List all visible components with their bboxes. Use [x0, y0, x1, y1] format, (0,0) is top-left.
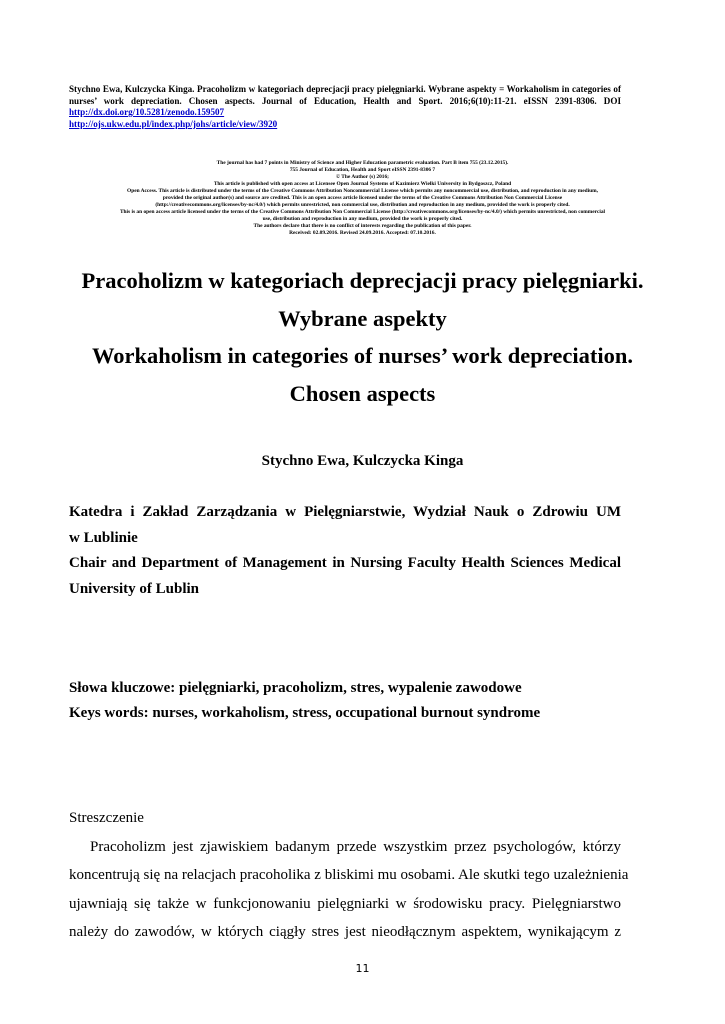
- abstract-line: ujawniają się także w funkcjonowaniu pielęgniarki w środowisku pracy. Pielęgniarstwo: [69, 895, 621, 912]
- keywords-en: Keys words: nurses, workaholism, stress, occupational burnout syndrome: [69, 704, 541, 721]
- affiliation-en-line2: University of Lublin: [69, 580, 200, 597]
- title-en-line1: Workaholism in categories of nurses’ work depreciation.: [91, 343, 633, 369]
- title-pl-line1: Pracoholizm w kategoriach deprecjacji pracy pielęgniarki.: [81, 268, 644, 293]
- citation-text: Stychno Ewa, Kulczycka Kinga. Pracoholizm w kategoriach deprecjacji pracy pielęgniarki. Wybrane aspekty = Workaholism in categories of nurses’ work depreciation. Chosen aspects. Journal of Education, Health and Sport. 2016;6(10):11-21. eISSN 2391-8306. DOI: [69, 84, 621, 106]
- journal-notice: [66, 160, 659, 237]
- notice-line: The journal has had 7 points in Ministry of Science and Higher Education parametric evaluation. Part B item 755 (23.12.2015).: [216, 160, 509, 166]
- notice-line: This article is published with open access at Licensee Open Journal Systems of Kazimierz Wielki University in Bydgoszcz, Poland: [213, 181, 512, 187]
- notice-line: Open Access. This article is distributed under the terms of the Creative Commons Attribution Noncommercial License which permits any noncommercial use, distribution, and reproduction in any medium,: [127, 188, 598, 194]
- keywords-block: [69, 676, 629, 725]
- affiliation: [69, 500, 621, 602]
- notice-line: (http://creativecommons.org/licenses/by-nc/4.0/) which permits unrestricted, non commercial use, distribution and reproduction in any medium, provided the work is properly cited.: [155, 202, 570, 208]
- notice-line: © The Author (s) 2016;: [336, 174, 389, 180]
- page-number: 11: [355, 962, 370, 975]
- notice-line: This is an open access article licensed under the terms of the Creative Commons Attribution Non Commercial License (http://creativecommons.org/licenses/by-nc/4.0/) which permits unrestricted, non commercial: [119, 209, 606, 215]
- notice-line: Received: 02.09.2016. Revised 24.09.2016. Accepted: 07.10.2016.: [289, 230, 436, 236]
- title-en-line2: Chosen aspects: [289, 380, 436, 406]
- doi-link[interactable]: http://dx.doi.org/10.5281/zenodo.159507: [69, 107, 225, 118]
- keywords-pl: Słowa kluczowe: pielęgniarki, pracoholizm, stres, wypalenie zawodowe: [69, 680, 522, 696]
- authors: Stychno Ewa, Kulczycka Kinga: [261, 453, 464, 469]
- affiliation-pl-line2: w Lublinie: [69, 529, 138, 546]
- affiliation-pl-line1: Katedra i Zakład Zarządzania w Pielęgniarstwie, Wydział Nauk o Zdrowiu UM: [69, 504, 621, 520]
- citation-block: [69, 84, 621, 130]
- notice-line: 755 Journal of Education, Health and Sport eISSN 2391-8306 7: [289, 167, 436, 173]
- abstract-section: [69, 804, 629, 947]
- affiliation-en-line1: Chair and Department of Management in Nursing Faculty Health Sciences Medical: [69, 555, 621, 571]
- notice-line: provided the original author(s) and source are credited. This is an open access article licensed under the terms of the Creative Commons Attribution Non Commercial License: [162, 195, 563, 201]
- ojs-link[interactable]: http://ojs.ukw.edu.pl/index.php/johs/article/view/3920: [69, 118, 278, 129]
- article-title: [40, 262, 685, 412]
- abstract-line: Pracoholizm jest zjawiskiem badanym przede wszystkim przez psychologów, którzy: [90, 838, 621, 855]
- abstract-line: należy do zawodów, w których ciągły stres jest nieodłącznym aspektem, wynikającym z: [69, 924, 621, 941]
- notice-line: The authors declare that there is no conflict of interests regarding the publication of this paper.: [253, 223, 472, 229]
- title-pl-line2: Wybrane aspekty: [278, 305, 447, 331]
- notice-line: use, distribution and reproduction in any medium, provided the work is properly cited.: [262, 216, 463, 222]
- abstract-line: koncentrują się na relacjach pracoholika z bliskimi mu osobami. Ale skutki tego uzależnienia: [69, 867, 629, 884]
- abstract-heading: Streszczenie: [69, 810, 144, 826]
